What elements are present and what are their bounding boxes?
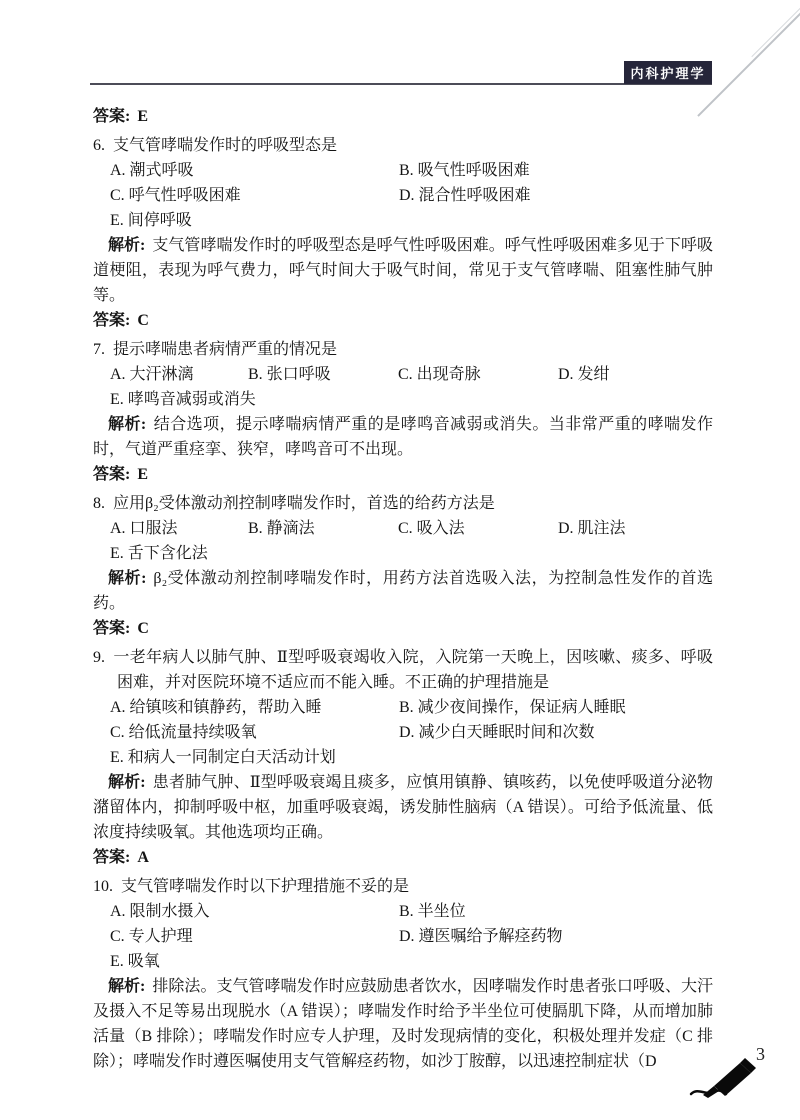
option: C. 呼气性呼吸困难 bbox=[110, 187, 241, 204]
answer-value: E bbox=[137, 466, 149, 483]
page-corner-decoration bbox=[697, 9, 800, 116]
question-stem bbox=[93, 337, 713, 362]
analysis-label: 解析: bbox=[108, 978, 146, 995]
answer-row bbox=[93, 616, 713, 641]
option-row bbox=[110, 208, 713, 233]
option-row bbox=[110, 387, 713, 412]
question-text: 支气管哮喘发作时的呼吸型态是 bbox=[113, 137, 338, 154]
analysis bbox=[93, 770, 713, 845]
analysis-text: 排除法。支气管哮喘发作时应鼓励患者饮水，因哮喘发作时患者张口呼吸、大汗及摄入不足等易出现脱水（A 错误）；哮喘发作时给予半坐位可使膈肌下降，从而增加肺活量（B 排除）；哮喘发作时应专人护理，及时发现病情的变化，积极处理并发症（C 排除）；哮喘发作时遵医嘱使用支气管解痉药物，如沙丁胺醇，以迅速控制症状（D bbox=[93, 978, 713, 1070]
analysis-label: 解析: bbox=[108, 416, 147, 433]
option: D. 混合性呼吸困难 bbox=[399, 187, 531, 204]
question-block bbox=[93, 133, 713, 333]
option: B. 半坐位 bbox=[399, 903, 466, 920]
analysis-text: 患者肺气肿、Ⅱ型呼吸衰竭且痰多，应慎用镇静、镇咳药，以免使呼吸道分泌物潴留体内，抑制呼吸中枢，加重呼吸衰竭，诱发肺性脑病（A 错误）。可给予低流量、低浓度持续吸氧。其他选项均正确。 bbox=[93, 774, 713, 841]
analysis-label: 解析: bbox=[108, 570, 147, 587]
option: C. 吸入法 bbox=[398, 520, 465, 537]
analysis-text: 支气管哮喘发作时的呼吸型态是呼气性呼吸困难。呼气性呼吸困难多见于下呼吸道梗阻，表现为呼气费力，呼气时间大于吸气时间，常见于支气管哮喘、阻塞性肺气肿等。 bbox=[93, 237, 713, 304]
page-number: 3 bbox=[756, 1044, 765, 1064]
question-stem bbox=[93, 645, 713, 695]
answer-row bbox=[93, 462, 713, 487]
option: C. 给低流量持续吸氧 bbox=[110, 724, 257, 741]
analysis-text: β₂受体激动剂控制哮喘发作时，用药方法首选吸入法，为控制急性发作的首选药。 bbox=[93, 570, 713, 612]
option: D. 遵医嘱给予解痉药物 bbox=[399, 928, 563, 945]
analysis bbox=[93, 412, 713, 462]
questions bbox=[93, 133, 713, 1074]
option: A. 口服法 bbox=[110, 520, 178, 537]
question-block bbox=[93, 874, 713, 1074]
option: B. 减少夜间操作，保证病人睡眠 bbox=[399, 699, 626, 716]
question-block bbox=[93, 337, 713, 487]
answer-value: C bbox=[137, 312, 149, 329]
pen-icon bbox=[688, 1056, 766, 1100]
option: B. 张口呼吸 bbox=[248, 366, 331, 383]
question-number: 7. bbox=[93, 341, 105, 358]
answer-label: 答案: bbox=[93, 466, 131, 483]
option: D. 发绀 bbox=[558, 366, 610, 383]
option: A. 给镇咳和镇静药，帮助入睡 bbox=[110, 699, 322, 716]
option: D. 减少白天睡眠时间和次数 bbox=[399, 724, 595, 741]
option-row bbox=[110, 183, 713, 208]
chapter-title-badge bbox=[624, 61, 712, 84]
answer-label: 答案: bbox=[93, 849, 131, 866]
question-text: 支气管哮喘发作时以下护理措施不妥的是 bbox=[121, 878, 410, 895]
answer-value: C bbox=[137, 620, 149, 637]
analysis bbox=[93, 233, 713, 308]
question-number: 6. bbox=[93, 137, 105, 154]
answer-row bbox=[93, 308, 713, 333]
question-stem bbox=[93, 133, 713, 158]
option: E. 舌下含化法 bbox=[110, 545, 208, 562]
pen-icon-svg bbox=[688, 1056, 766, 1100]
page-corner-decoration-2 bbox=[751, 0, 800, 57]
option: C. 出现奇脉 bbox=[398, 366, 481, 383]
chapter-title: 内科护理学 bbox=[630, 66, 706, 81]
header-rule bbox=[90, 83, 712, 85]
option-row bbox=[110, 541, 713, 566]
option: C. 专人护理 bbox=[110, 928, 193, 945]
option: E. 和病人一同制定白天活动计划 bbox=[110, 749, 336, 766]
option: E. 间停呼吸 bbox=[110, 212, 192, 229]
option-row bbox=[110, 695, 713, 720]
question-block bbox=[93, 645, 713, 870]
option: A. 大汗淋漓 bbox=[110, 366, 194, 383]
question-number: 10. bbox=[93, 878, 113, 895]
option: B. 吸气性呼吸困难 bbox=[399, 162, 530, 179]
analysis-label: 解析: bbox=[108, 237, 146, 254]
option: D. 肌注法 bbox=[558, 520, 626, 537]
answer-value: A bbox=[137, 849, 149, 866]
question-number: 9. bbox=[93, 649, 105, 666]
option: A. 限制水摄入 bbox=[110, 903, 210, 920]
option-row bbox=[110, 745, 713, 770]
answer-label: 答案: bbox=[93, 620, 131, 637]
question-block bbox=[93, 491, 713, 641]
option-row bbox=[110, 362, 713, 387]
question-stem bbox=[93, 491, 713, 516]
option-row bbox=[110, 899, 713, 924]
analysis-text: 结合选项，提示哮喘病情严重的是哮鸣音减弱或消失。当非常严重的哮喘发作时，气道严重痉挛、狭窄，哮鸣音可不出现。 bbox=[93, 416, 713, 458]
answer-row bbox=[93, 845, 713, 870]
option-row bbox=[110, 158, 713, 183]
answer-label: 答案: bbox=[93, 312, 131, 329]
option-row bbox=[110, 720, 713, 745]
option: B. 静滴法 bbox=[248, 520, 315, 537]
option: E. 哮鸣音减弱或消失 bbox=[110, 391, 256, 408]
option-row bbox=[110, 924, 713, 949]
analysis bbox=[93, 974, 713, 1074]
analysis-label: 解析: bbox=[108, 774, 146, 791]
option: E. 吸氧 bbox=[110, 953, 160, 970]
question-stem bbox=[93, 874, 713, 899]
option: A. 潮式呼吸 bbox=[110, 162, 194, 179]
analysis bbox=[93, 566, 713, 616]
question-number: 8. bbox=[93, 495, 105, 512]
question-text: 应用β₂受体激动剂控制哮喘发作时，首选的给药方法是 bbox=[113, 495, 495, 512]
answer-row bbox=[93, 104, 713, 129]
content bbox=[93, 104, 713, 1074]
answer-value: E bbox=[137, 108, 149, 125]
option-row bbox=[110, 949, 713, 974]
question-text: 提示哮喘患者病情严重的情况是 bbox=[113, 341, 338, 358]
question-text: 一老年病人以肺气肿、Ⅱ型呼吸衰竭收入院，入院第一天晚上，因咳嗽、痰多、呼吸困难，并对医院环境不适应而不能入睡。不正确的护理措施是 bbox=[113, 649, 713, 691]
option-row bbox=[110, 516, 713, 541]
answer-label: 答案: bbox=[93, 108, 131, 125]
